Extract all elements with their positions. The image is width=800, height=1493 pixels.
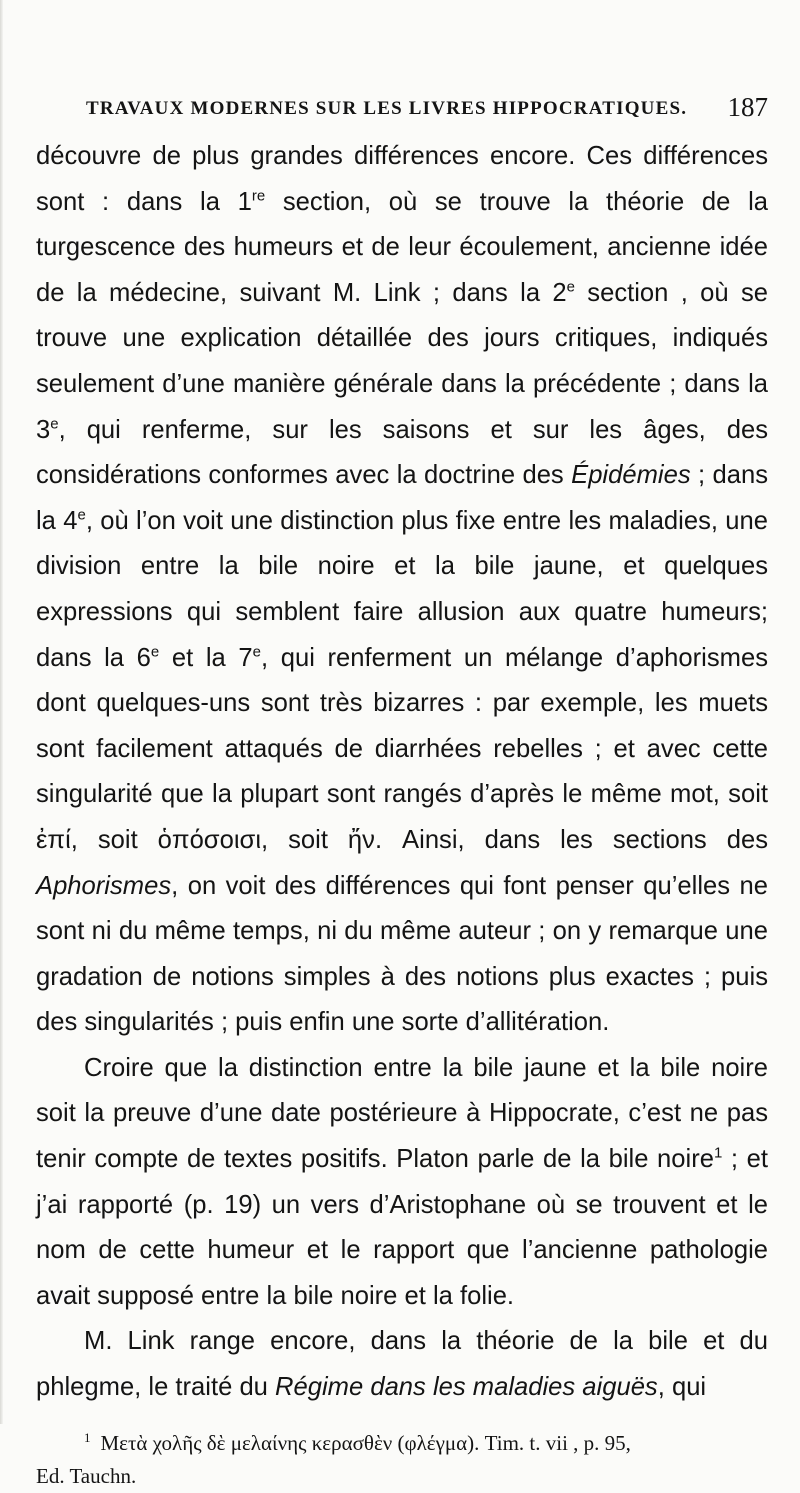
superscript: e xyxy=(77,506,86,524)
text-run: , où l’on voit une distinction plus fixe entre les maladies, une division entre la bile noire et la bile jaune, et quelques expressions qui semblent faire allusion aux quatre humeurs; dans la 6 xyxy=(36,506,769,672)
page-number: 187 xyxy=(727,92,768,122)
superscript: re xyxy=(251,187,266,205)
text-run: Croire que la distinction entre la bile jaune et la bile noire soit la preuve d’une date postérieure à Hippocrate, c’est ne pas tenir compte de textes positifs. Platon parle de la bile noire xyxy=(36,1053,768,1174)
text-run: , on voit des différences qui font penser qu’elles ne sont ni du même temps, ni du même auteur ; on y remarque une gradation de notions simples à des notions plus exactes ; puis des singularités ; puis enfin une sorte d’allitération. xyxy=(36,871,768,1037)
footnote xyxy=(36,1427,768,1493)
text-run: M. Link range encore, dans la théorie de la bile et du phlegme, le traité du xyxy=(36,1327,768,1402)
superscript: e xyxy=(252,643,261,660)
body-text xyxy=(36,134,768,1411)
paragraph xyxy=(36,134,768,1046)
italic-title: Épidémies xyxy=(571,461,691,490)
italic-title: Aphorismes xyxy=(36,871,172,900)
superscript: e xyxy=(566,278,575,296)
book-page xyxy=(36,94,768,1493)
footnote-reference[interactable]: 1 xyxy=(713,1144,723,1162)
running-head xyxy=(36,94,768,134)
running-title: TRAVAUX MODERNES SUR LES LIVRES HIPPOCRATIQUES. xyxy=(86,98,688,119)
footnote-text: Μετὰ χολῆς δὲ μελαίνης κερασθὲν (φλέγμα). Tim. t. vii , p. 95, xyxy=(100,1430,631,1455)
paragraph xyxy=(36,1319,768,1410)
text-run: découvre de plus grandes différences encore. Ces différences sont : dans la 1 xyxy=(36,142,768,216)
text-run: et la 7 xyxy=(159,643,253,672)
text-run: ; et j’ai rapporté (p. 19) un vers d’Aristophane où se trouvent et le nom de cette humeur et le rapport que l’ancienne pathologie avait supposé entre la bile noire et la folie. xyxy=(36,1145,768,1310)
scan-edge xyxy=(0,0,3,1424)
superscript: e xyxy=(150,643,160,660)
text-run: , qui renferme, sur les saisons et sur les âges, des considérations conformes avec la doctrine des xyxy=(36,415,768,490)
text-run: , qui xyxy=(657,1373,707,1402)
footnote-text: Ed. Tauchn. xyxy=(36,1463,137,1488)
text-run: , qui renferment un mélange d’aphorismes dont quelques-uns sont très bizarres : par exemple, les muets sont facilement attaqués de diarrhées rebelles ; et avec cette singularité que la plupart sont rangés d’après le même mot, soit ἐπί, soit ὁπόσοισι, soit ἤν. Ainsi, dans les sections des xyxy=(36,643,768,854)
italic-title: Régime dans les maladies aiguës xyxy=(275,1373,658,1402)
text-run: section , où se trouve une explication détaillée des jours critiques, indiqués seulement d’une manière générale dans la précédente ; dans la 3 xyxy=(36,278,768,444)
text-run: ; dans la 4 xyxy=(36,461,768,535)
footnote-number: 1 xyxy=(84,1429,91,1445)
paragraph xyxy=(36,1046,768,1320)
superscript: e xyxy=(50,415,59,433)
text-run: section, où se trouve la théorie de la turgescence des humeurs et de leur écoulement, ancienne idée de la médecine, suivant M. Link ; dans la 2 xyxy=(36,187,768,307)
